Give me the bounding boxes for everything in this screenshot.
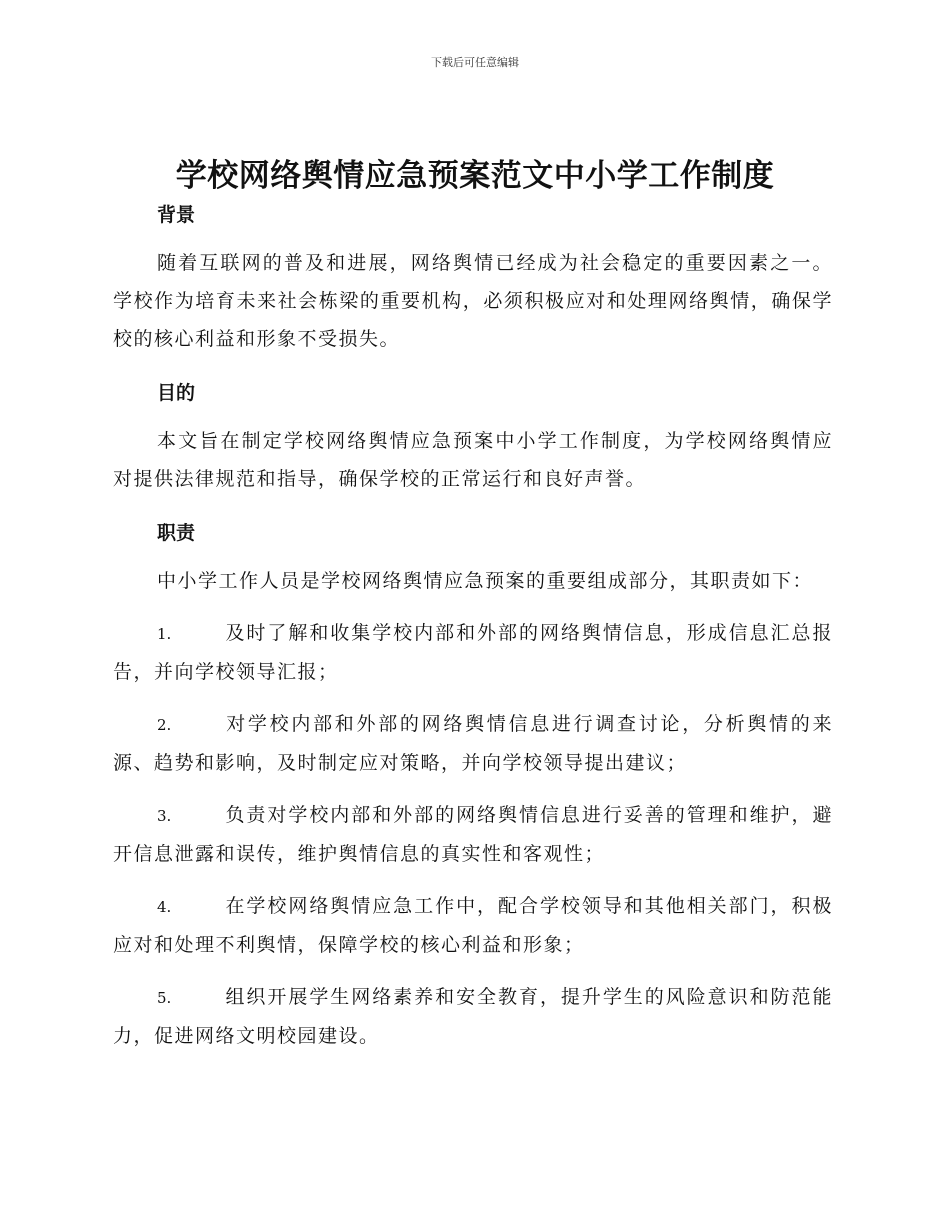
duties-intro-paragraph: 中小学工作人员是学校网络舆情应急预案的重要组成部分，其职责如下： <box>157 570 814 592</box>
purpose-paragraph: 本文旨在制定学校网络舆情应急预案中小学工作制度，为学校网络舆情应对提供法律规范和指导，确保学校的正常运行和良好声誉。 <box>113 430 833 490</box>
list-item-number: 1. <box>157 625 172 643</box>
list-item <box>113 887 833 964</box>
list-item-text: 及时了解和收集学校内部和外部的网络舆情信息，形成信息汇总报告，并向学校领导汇报； <box>113 622 833 683</box>
list-item-text: 负责对学校内部和外部的网络舆情信息进行妥善的管理和维护，避开信息泄露和误传，维护舆情信息的真实性和客观性； <box>113 804 833 865</box>
list-item <box>113 614 833 691</box>
list-item <box>113 705 833 782</box>
section-heading-background: 背景 <box>157 204 196 226</box>
document-body <box>113 200 833 1055</box>
list-item-number: 2. <box>157 716 172 734</box>
list-item-text: 对学校内部和外部的网络舆情信息进行调查讨论，分析舆情的来源、趋势和影响，及时制定应对策略，并向学校领导提出建议； <box>113 713 833 774</box>
list-item <box>113 796 833 873</box>
list-item-number: 5. <box>157 989 172 1007</box>
list-item-text: 组织开展学生网络素养和安全教育，提升学生的风险意识和防范能力，促进网络文明校园建设。 <box>113 986 833 1047</box>
list-item-number: 4. <box>157 898 172 916</box>
section-heading-duties: 职责 <box>157 522 196 544</box>
list-item <box>113 978 833 1055</box>
list-item-text: 在学校网络舆情应急工作中，配合学校领导和其他相关部门，积极应对和处理不利舆情，保障学校的核心利益和形象； <box>113 895 833 956</box>
list-item-number: 3. <box>157 807 172 825</box>
document-title: 学校网络舆情应急预案范文中小学工作制度 <box>175 158 775 194</box>
background-paragraph: 随着互联网的普及和进展，网络舆情已经成为社会稳定的重要因素之一。学校作为培育未来社会栋梁的重要机构，必须积极应对和处理网络舆情，确保学校的核心利益和形象不受损失。 <box>113 252 833 350</box>
page-header: 下载后可任意编辑 <box>431 56 519 69</box>
section-heading-purpose: 目的 <box>157 382 196 404</box>
